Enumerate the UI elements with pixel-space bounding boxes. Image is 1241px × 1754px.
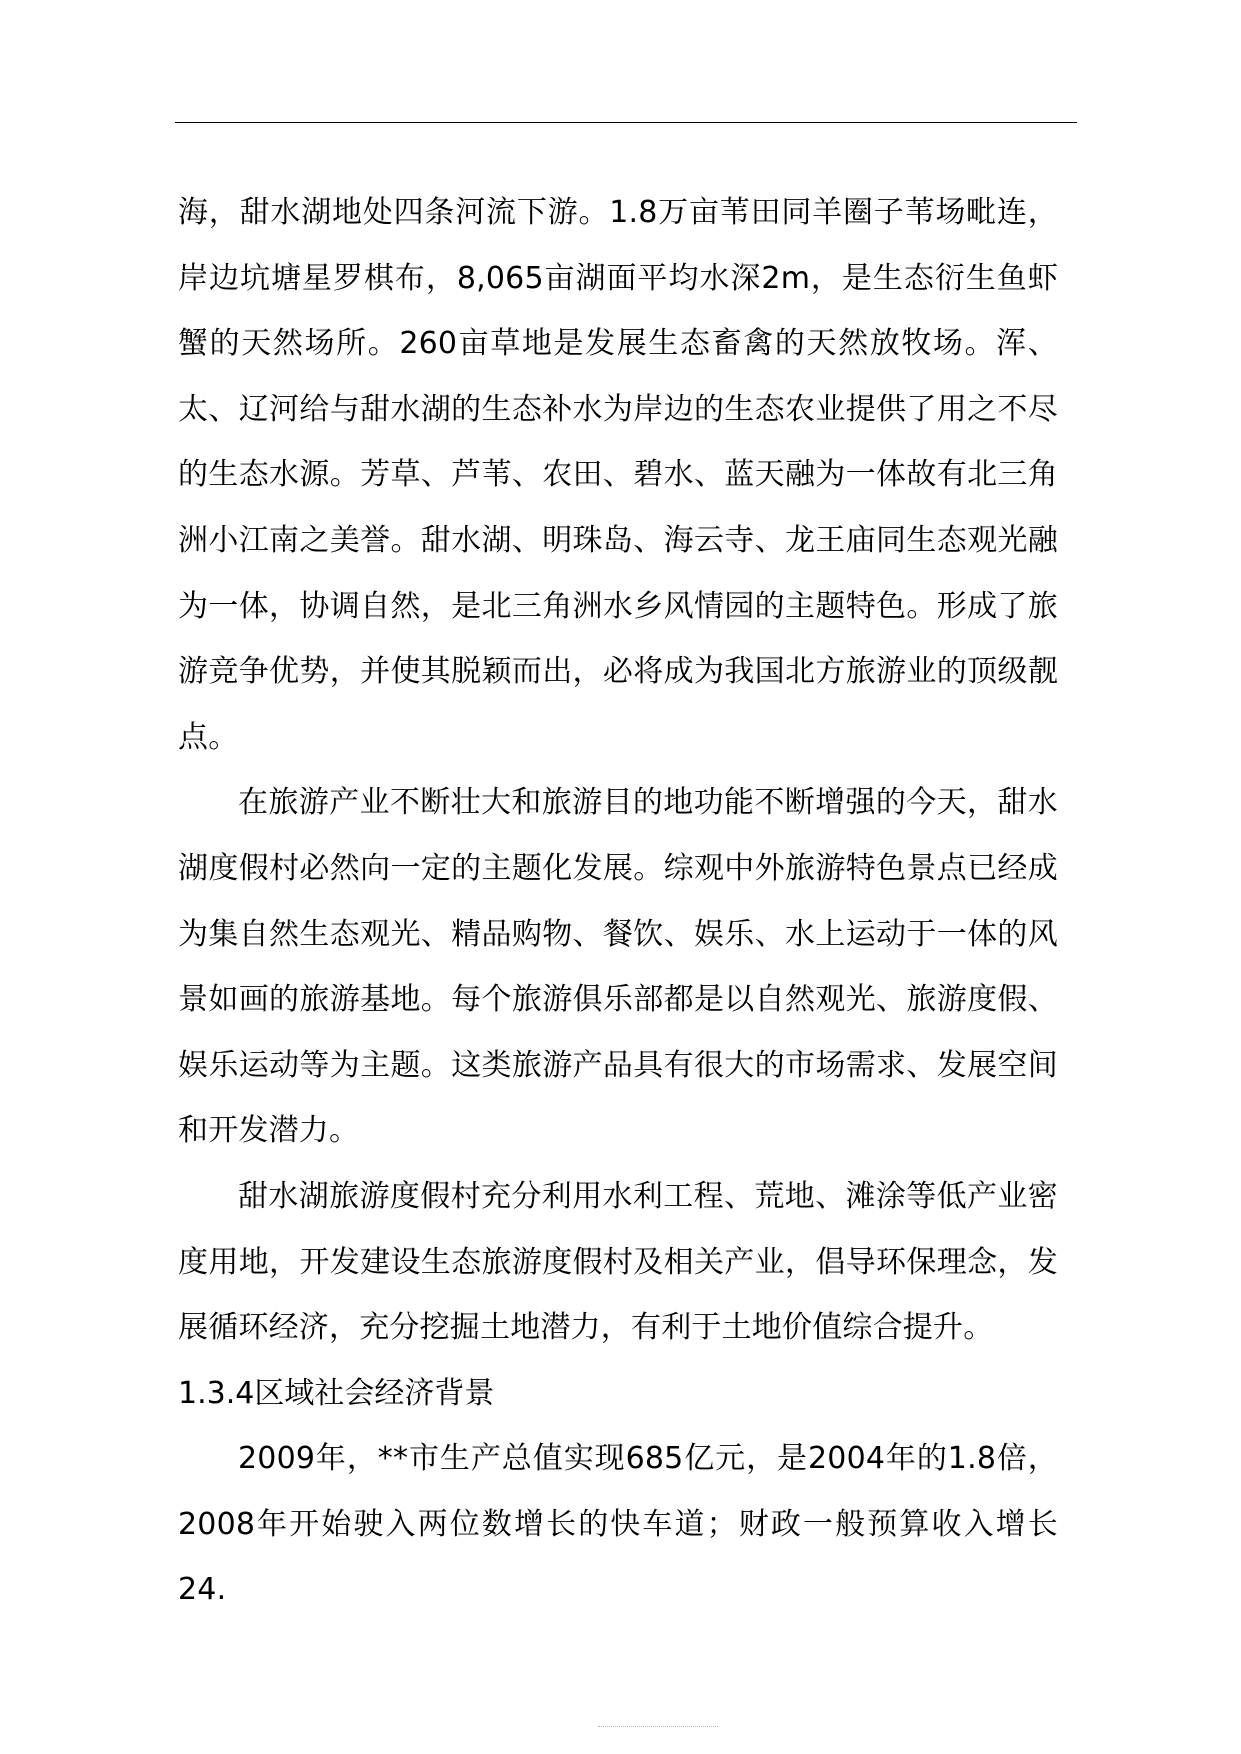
header-rule	[175, 122, 1077, 123]
paragraph-economy: 2009年，**市生产总值实现685亿元，是2004年的1.8倍，2008年开始驶入两位数增长的快车道；财政一般预算收入增长24.	[178, 1441, 1058, 1608]
document-body	[178, 180, 1058, 1623]
section-heading: 1.3.4区域社会经济背景	[178, 1375, 495, 1411]
paragraph-tourism-theme: 在旅游产业不断壮大和旅游目的地功能不断增强的今天，甜水湖度假村必然向一定的主题化发展。综观中外旅游特色景点已经成为集自然生态观光、精品购物、餐饮、娱乐、水上运动于一体的风景如画的旅游基地。每个旅游俱乐部都是以自然观光、旅游度假、娱乐运动等为主题。这类旅游产品具有很大的市场需求、发展空间和开发潜力。	[178, 785, 1058, 1149]
footer-mark	[598, 1726, 718, 1727]
paragraph-land-use: 甜水湖旅游度假村充分利用水利工程、荒地、滩涂等低产业密度用地，开发建设生态旅游度假村及相关产业，倡导环保理念，发展循环经济，充分挖掘土地潜力，有利于土地价值综合提升。	[178, 1178, 1058, 1346]
paragraph-continued: 海，甜水湖地处四条河流下游。1.8万亩苇田同羊圈子苇场毗连，岸边坑塘星罗棋布，8,065亩湖面平均水深2m，是生态衍生鱼虾蟹的天然场所。260亩草地是发展生态畜禽的天然放牧场。浑、太、辽河给与甜水湖的生态补水为岸边的生态农业提供了用之不尽的生态水源。芳草、芦苇、农田、碧水、蓝天融为一体故有北三角洲小江南之美誉。甜水湖、明珠岛、海云寺、龙王庙同生态观光融为一体，协调自然，是北三角洲水乡风情园的主题特色。形成了旅游竞争优势，并使其脱颖而出，必将成为我国北方旅游业的顶级靓点。	[178, 195, 1058, 755]
